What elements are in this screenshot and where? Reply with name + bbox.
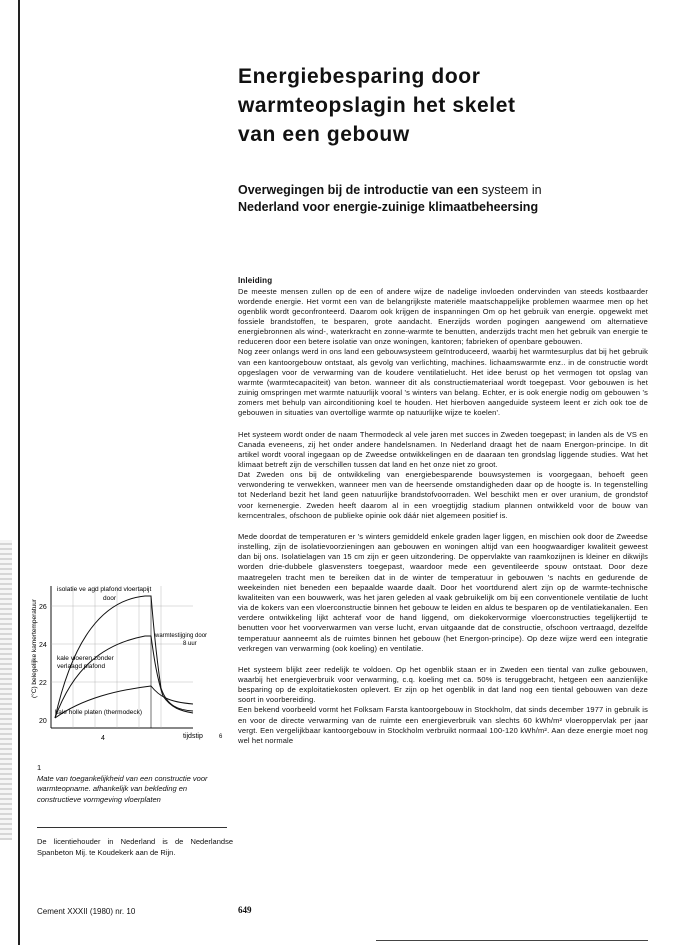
y-axis-label: (°C) belegelijke kamertemperatuur xyxy=(31,598,38,698)
label-door: door xyxy=(103,595,117,602)
journal-reference: Cement XXXII (1980) nr. 10 xyxy=(37,907,136,916)
margin-rule xyxy=(18,0,20,945)
paragraph-6: Het systeem blijkt zeer redelijk te voldoen. Op het ogenblik staan er in Zweden een tiental van zulke gebouwen, waarbij het energieverbruik voor verwarming, c.q. koeling met ca. 50% is teruggebracht, hetgeen een aanzienlijke besparing op de exploitatiekosten oplevert. Er zijn op het ogenblik in dat land nog een tiental gebouwen van deze soort in voorbereiding. xyxy=(238,664,648,705)
x-axis-label: tijdstip xyxy=(183,733,203,740)
licence-note: De licentiehouder in Nederland is de Nederlandse Spanbeton Mij. te Koudekerk aan de Rijn. xyxy=(37,837,233,857)
label-8uur: 8 uur xyxy=(183,641,197,647)
bottom-rule xyxy=(376,940,648,941)
subtitle-normal: systeem in xyxy=(478,183,542,197)
article-body xyxy=(238,276,648,746)
figure-number: 1 xyxy=(37,763,42,772)
figure-1-chart xyxy=(33,578,233,748)
figure-caption xyxy=(37,763,233,805)
title-line-3: van een gebouw xyxy=(238,123,410,146)
figure-caption-text: Mate van toegankelijkheid van een constructie voor warmteopname. afhankelijk van bekleding en constructieve vormgeving vloerplaten xyxy=(37,773,208,804)
ytick-26: 26 xyxy=(39,604,47,611)
subtitle-bold-2: Nederland voor energie-zuinige klimaatbeheersing xyxy=(238,200,539,214)
label-kale-holle: kale holle platen (thermodeck) xyxy=(55,709,143,716)
paragraph-7: Een bekend voorbeeld vormt het Folksam Farsta kantoorgebouw in Stockholm, dat sinds december 1977 in gebruik is en voor de directe verwarming van de ruimte een energieverbruik van slechts 60 kWh/m² vloeroppervlak per jaar vergt. Een vergelijkbaar kantoorgebouw in Stockholm verbruikt normaal 100-120 kWh/m². Aan deze energie moet nog wel het normale xyxy=(238,705,648,745)
label-warmtestijging: warmtestijging door xyxy=(155,633,208,639)
article-subtitle xyxy=(238,182,658,216)
paragraph-4: Dat Zweden ons bij de ontwikkeling van energiebesparende bouwsystemen is voorgegaan, behoeft geen verwondering te verwekken, wanneer men van de heersende omstandigheden daar op de hoogte is. In tegenstelling tot Nederland bezit het land geen natuurlijke brandstofvoorraden. Wel beschikt men er over uranium, de grondstof voor kernenergie. Zweden heeft daarom al in een vroegtijdig stadium plannen ontwikkeld voor de bouw van kerncentrales, ofschoon de publieke opinie ook dáár niet algemeen positief is. xyxy=(238,470,648,520)
ytick-20: 20 xyxy=(39,718,47,725)
scan-edge xyxy=(0,540,12,840)
paragraph-1: De meeste mensen zullen op de een of andere wijze de nadelige invloeden ondervinden van steeds kostbaarder wordende energie. Het vormt een van de belangrijkste materiële maatschappelijke problemen waarmee men op het ogenblik wordt geconfronteerd. Daarom ook krijgen de inspanningen Om op het gebruik van energie. opgewekt met fossiele brandstoffen, te besparen, grote aandacht. Enerzijds worden pogingen aangewend om alternatieve energiebronnen als wind-, waterkracht en zonne-warmte te benutten, anderzijds tracht men het gebruik van energie te reduceren door een betere isolatie van onze woningen, kantoren; fabrieken of openbare gebouwen. xyxy=(238,286,648,347)
title-line-1: Energiebesparing door xyxy=(238,65,481,88)
footnote-divider xyxy=(37,827,227,828)
paragraph-2: Nog zeer onlangs werd in ons land een gebouwsysteem geïntroduceerd, waarbij het warmtesurplus dat bij het gebruik van een kantoorgebouw ontstaat, als gevolg van verlichting, machines. lichaamswarmte enz.. in de constructie wordt opgeslagen voor de verwarming van de koudere ventilatielucht. Het idee berust op het vermogen tot opslag van warmte (warmtecapaciteit) van beton. wanneer dit als constructiemateriaal wordt toegepast. Voor gebouwen is het zuinig omspringen met warmte natuurlijk vooral 's winters van belang. Echter, er is ook energie nodig om gebouwen 's zomers met behulp van airconditioning koel te houden. Het hierboven aangeduide systeem leent er zich ook toe de gebouwen in situaties van overtollige warmte op natuurlijke wijze te koelen'. xyxy=(238,347,648,418)
xtick-4: 4 xyxy=(101,735,105,742)
title-line-2: warmteopslagin het skelet xyxy=(238,94,516,117)
paragraph-3: Het systeem wordt onder de naam Thermodeck al vele jaren met succes in Zweden toegepast; in landen als de VS en Canada eveneens, zij het onder andere handelsnamen. In Nederland draagt het de naam Energon-principe. In dit artikel wordt vooral ingegaan op de Zweedse ontwikkelingen en de daaraan ten grondslag liggende studies. Wat het klimaat betreft zijn de verschillen tussen dat land en het onze niet zo groot. xyxy=(238,429,648,469)
label-kale-vloeren-2: verlaagd plafond xyxy=(57,663,106,670)
xtick-6: 6 xyxy=(219,734,223,740)
ytick-22: 22 xyxy=(39,680,47,687)
article-title xyxy=(238,62,658,149)
label-top: isolatie ve agd plafond vloertapijt xyxy=(57,586,152,593)
page-number: 649 xyxy=(238,905,252,915)
subtitle-bold-1: Overwegingen bij de introductie van een xyxy=(238,183,479,197)
paragraph-5: Mede doordat de temperaturen er 's winters gemiddeld enkele graden lager liggen, en mischien ook door de Zweedse instelling, zijn de isolatievoorzieningen aan gebouwen en woningen altijd van een hoogwaardiger kwaliteit geweest dan bij ons. Isolatielagen van 15 cm zijn er geen uitzondering. De oppervlakte van raamkozijnen is kleiner en dikwijls worden drie-dubbele glasvensters toegepast, waardoor mede een geventileerde spouw ontstaat. Door deze maatregelen tracht men te bereiken dat in de winter de temperatuur in gebouwen 's nachts en gedurende de weekeinden niet beneden een bepaalde waarde daalt. Door het voortdurend alert zijn op de warmte-technische kwaliteiten van een bouwwerk, was het jaren geleden al vaak gebruikelijk om bij een conventionele ventilatie de lucht via de kokers van een vloerconstructie binnen het gebouw te leiden en aldus te besparen op de ventilatiekanalen. Een verdere ontwikkeling lijkt achteraf voor de hand liggend, om diekokervormige vloerconstructies tegelijkertijd te benutten voor het voorverwarmen van verse lucht, ervan uitgaande dat de constructie, ofschoon vertraagd, dezelfde temperatuur aanneemt als de ruimtes binnen het gebouw (het Energon-principe). Op deze wijze werd een integratie verkregen van verwarming (ook koeling) en ventilatie. xyxy=(238,531,648,653)
label-kale-vloeren-1: kale vloeren zonder xyxy=(57,655,114,662)
ytick-24: 24 xyxy=(39,642,47,649)
section-heading: Inleiding xyxy=(238,276,273,285)
